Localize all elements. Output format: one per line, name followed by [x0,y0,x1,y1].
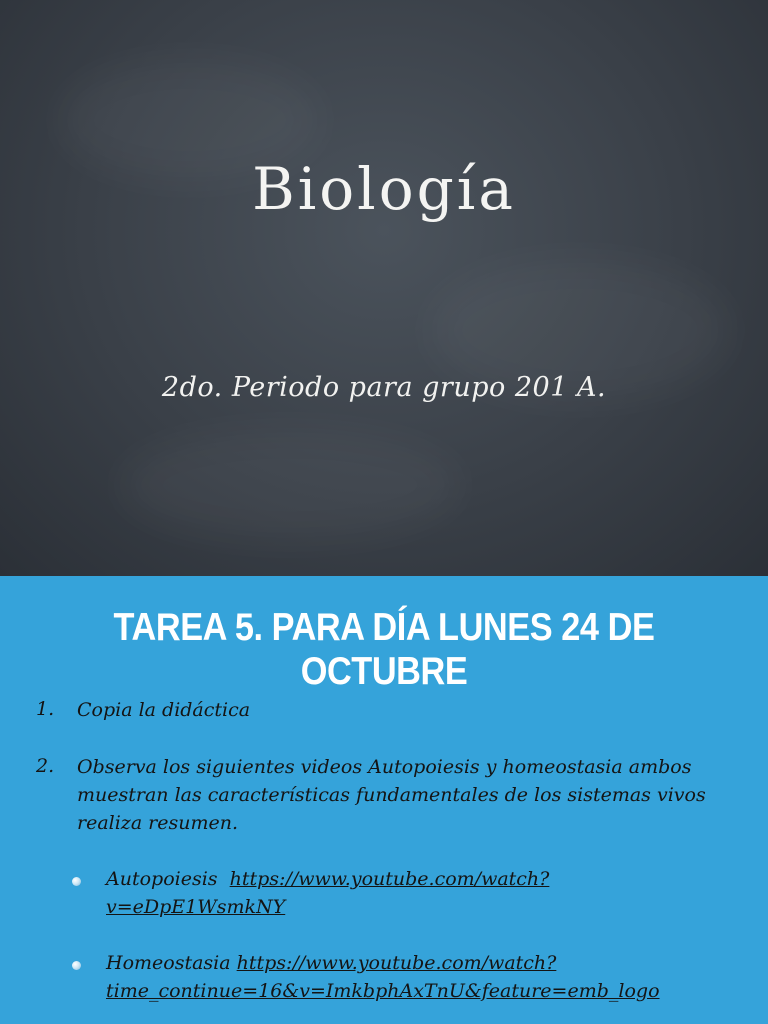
link-url-part[interactable]: https://www.youtube.com/watch? [229,868,550,890]
link-item-homeostasia [106,949,746,1005]
link-url-part[interactable]: https://www.youtube.com/watch? [236,952,557,974]
item-text-1: Copia la didáctica [77,699,251,721]
assignment-panel [0,576,768,1024]
link-label: Autopoiesis [106,868,218,890]
chalk-smudge [120,430,460,540]
link-item-autopoiesis [106,865,746,921]
assignment-heading: TAREA 5. PARA DÍA LUNES 24 DE OCTUBRE [113,606,655,693]
item-number-1: 1. [36,698,55,720]
bullet-icon [72,877,81,886]
bullet-icon [72,961,81,970]
link-url-part[interactable]: time_continue=16&v=ImkbphAxTnU&feature=emb_logo [106,980,660,1002]
link-url-part[interactable]: v=eDpE1WsmkNY [106,896,286,918]
item-number-2: 2. [36,755,55,777]
cover-subtitle: 2do. Periodo para grupo 201 A. [161,372,607,403]
cover-title: Biología [252,155,516,223]
link-label: Homeostasia [106,952,231,974]
item-text-2: Observa los siguientes videos Autopoiesis y homeostasia ambos muestran las características fundamentales de los sistemas vivos realiza resumen. [77,756,706,834]
